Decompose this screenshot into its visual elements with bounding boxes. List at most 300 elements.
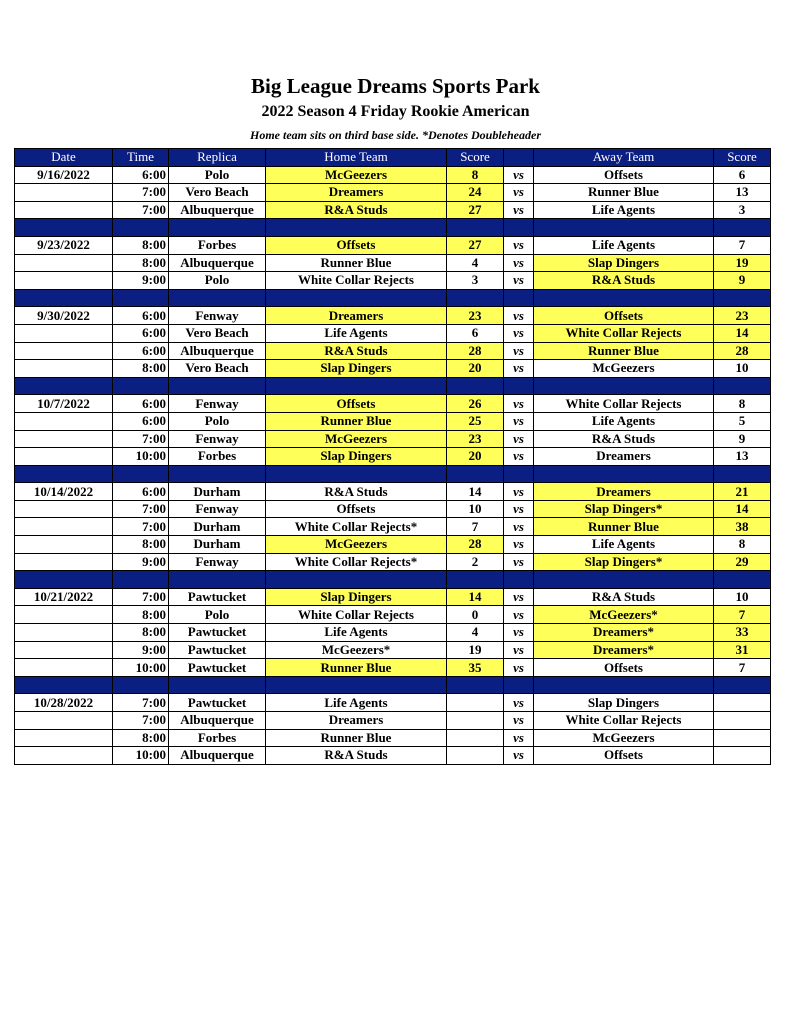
game-row <box>15 712 771 730</box>
game-row <box>15 166 771 184</box>
cell-replica: Pawtucket <box>169 641 266 659</box>
cell-replica: Albuquerque <box>169 747 266 765</box>
cell-time: 9:00 <box>113 272 169 290</box>
cell-home-score: 14 <box>447 588 504 606</box>
cell-time: 6:00 <box>113 166 169 184</box>
cell-home-score: 25 <box>447 412 504 430</box>
separator-cell <box>15 465 113 483</box>
separator-cell <box>15 219 113 237</box>
separator-cell <box>266 676 447 694</box>
schedule-body <box>15 166 771 764</box>
cell-date: 9/23/2022 <box>15 236 113 254</box>
cell-away-score: 33 <box>714 624 771 642</box>
cell-replica: Albuquerque <box>169 342 266 360</box>
cell-home-team: White Collar Rejects* <box>266 518 447 536</box>
cell-home-score <box>447 729 504 747</box>
cell-date <box>15 747 113 765</box>
cell-time: 9:00 <box>113 553 169 571</box>
separator-cell <box>504 676 534 694</box>
cell-date: 9/30/2022 <box>15 307 113 325</box>
cell-date: 9/16/2022 <box>15 166 113 184</box>
separator-cell <box>714 465 771 483</box>
separator-cell <box>15 377 113 395</box>
cell-away-score <box>714 712 771 730</box>
cell-home-score: 14 <box>447 483 504 501</box>
cell-away-team: McGeezers <box>534 729 714 747</box>
separator-cell <box>15 571 113 589</box>
cell-home-team: Offsets <box>266 395 447 413</box>
separator-cell <box>266 465 447 483</box>
cell-replica: Albuquerque <box>169 201 266 219</box>
cell-home-team: McGeezers <box>266 166 447 184</box>
cell-time: 7:00 <box>113 430 169 448</box>
cell-away-score: 10 <box>714 588 771 606</box>
separator-cell <box>169 571 266 589</box>
cell-home-team: Runner Blue <box>266 729 447 747</box>
separator-cell <box>714 377 771 395</box>
cell-home-score: 4 <box>447 624 504 642</box>
cell-vs: vs <box>504 412 534 430</box>
game-row <box>15 395 771 413</box>
cell-away-score: 9 <box>714 430 771 448</box>
cell-away-score <box>714 729 771 747</box>
cell-replica: Fenway <box>169 500 266 518</box>
game-row <box>15 624 771 642</box>
cell-home-team: Dreamers <box>266 184 447 202</box>
separator-cell <box>447 465 504 483</box>
cell-replica: Durham <box>169 483 266 501</box>
cell-vs: vs <box>504 342 534 360</box>
cell-date: 10/28/2022 <box>15 694 113 712</box>
cell-replica: Polo <box>169 272 266 290</box>
cell-time: 6:00 <box>113 483 169 501</box>
cell-home-team: Runner Blue <box>266 659 447 677</box>
separator-cell <box>266 571 447 589</box>
schedule-table <box>14 148 771 765</box>
game-row <box>15 201 771 219</box>
cell-home-team: McGeezers* <box>266 641 447 659</box>
cell-away-score: 13 <box>714 184 771 202</box>
cell-home-team: R&A Studs <box>266 342 447 360</box>
cell-replica: Fenway <box>169 430 266 448</box>
cell-away-score: 6 <box>714 166 771 184</box>
cell-away-team: McGeezers* <box>534 606 714 624</box>
cell-vs: vs <box>504 712 534 730</box>
cell-away-team: White Collar Rejects <box>534 712 714 730</box>
cell-replica: Forbes <box>169 448 266 466</box>
page-title: Big League Dreams Sports Park <box>251 74 540 98</box>
cell-vs: vs <box>504 536 534 554</box>
separator-cell <box>504 465 534 483</box>
cell-time: 8:00 <box>113 360 169 378</box>
cell-away-score: 3 <box>714 201 771 219</box>
cell-home-score: 7 <box>447 518 504 536</box>
cell-away-score: 5 <box>714 412 771 430</box>
col-header-date: Date <box>15 149 113 167</box>
cell-home-score: 27 <box>447 201 504 219</box>
game-row <box>15 536 771 554</box>
game-row <box>15 342 771 360</box>
cell-home-score: 0 <box>447 606 504 624</box>
cell-home-score: 3 <box>447 272 504 290</box>
separator-cell <box>714 219 771 237</box>
col-header-time: Time <box>113 149 169 167</box>
week-separator <box>15 219 771 237</box>
cell-replica: Albuquerque <box>169 254 266 272</box>
cell-home-team: Dreamers <box>266 712 447 730</box>
cell-home-score: 20 <box>447 448 504 466</box>
game-row <box>15 553 771 571</box>
cell-away-score: 7 <box>714 606 771 624</box>
cell-vs: vs <box>504 324 534 342</box>
separator-cell <box>169 465 266 483</box>
cell-home-score <box>447 712 504 730</box>
cell-home-team: White Collar Rejects* <box>266 553 447 571</box>
cell-date <box>15 712 113 730</box>
cell-home-team: White Collar Rejects <box>266 272 447 290</box>
cell-away-team: Runner Blue <box>534 342 714 360</box>
cell-home-team: Life Agents <box>266 324 447 342</box>
cell-away-team: Offsets <box>534 307 714 325</box>
cell-replica: Albuquerque <box>169 712 266 730</box>
cell-home-team: Dreamers <box>266 307 447 325</box>
col-header-home-team: Home Team <box>266 149 447 167</box>
cell-away-score: 31 <box>714 641 771 659</box>
cell-vs: vs <box>504 588 534 606</box>
cell-replica: Vero Beach <box>169 184 266 202</box>
cell-home-team: R&A Studs <box>266 201 447 219</box>
cell-date <box>15 272 113 290</box>
cell-home-score: 4 <box>447 254 504 272</box>
separator-cell <box>504 219 534 237</box>
game-row <box>15 254 771 272</box>
cell-vs: vs <box>504 360 534 378</box>
separator-cell <box>169 289 266 307</box>
cell-away-score: 28 <box>714 342 771 360</box>
cell-home-team: Offsets <box>266 500 447 518</box>
page-subtitle: 2022 Season 4 Friday Rookie American <box>261 103 530 120</box>
cell-time: 7:00 <box>113 184 169 202</box>
cell-away-team: Life Agents <box>534 201 714 219</box>
cell-away-score: 7 <box>714 659 771 677</box>
cell-vs: vs <box>504 659 534 677</box>
cell-away-team: R&A Studs <box>534 272 714 290</box>
separator-cell <box>504 289 534 307</box>
cell-time: 10:00 <box>113 659 169 677</box>
cell-home-score: 24 <box>447 184 504 202</box>
cell-away-score: 19 <box>714 254 771 272</box>
week-separator <box>15 571 771 589</box>
cell-home-team: Slap Dingers <box>266 360 447 378</box>
cell-time: 10:00 <box>113 747 169 765</box>
cell-vs: vs <box>504 395 534 413</box>
cell-vs: vs <box>504 166 534 184</box>
cell-home-team: Runner Blue <box>266 254 447 272</box>
cell-away-team: Slap Dingers* <box>534 500 714 518</box>
cell-replica: Fenway <box>169 395 266 413</box>
separator-cell <box>113 219 169 237</box>
cell-date <box>15 342 113 360</box>
cell-home-score: 2 <box>447 553 504 571</box>
game-row <box>15 588 771 606</box>
cell-replica: Forbes <box>169 729 266 747</box>
cell-vs: vs <box>504 500 534 518</box>
cell-vs: vs <box>504 307 534 325</box>
cell-away-team: Runner Blue <box>534 184 714 202</box>
cell-away-team: Offsets <box>534 659 714 677</box>
separator-cell <box>504 571 534 589</box>
cell-home-score: 35 <box>447 659 504 677</box>
cell-away-team: Dreamers* <box>534 624 714 642</box>
cell-home-team: White Collar Rejects <box>266 606 447 624</box>
game-row <box>15 448 771 466</box>
cell-time: 7:00 <box>113 201 169 219</box>
separator-cell <box>447 219 504 237</box>
cell-date <box>15 729 113 747</box>
cell-home-score: 8 <box>447 166 504 184</box>
game-row <box>15 641 771 659</box>
game-row <box>15 307 771 325</box>
cell-replica: Polo <box>169 412 266 430</box>
separator-cell <box>714 289 771 307</box>
cell-time: 6:00 <box>113 412 169 430</box>
cell-replica: Vero Beach <box>169 360 266 378</box>
cell-home-score: 19 <box>447 641 504 659</box>
cell-time: 7:00 <box>113 588 169 606</box>
cell-away-score <box>714 694 771 712</box>
game-row <box>15 324 771 342</box>
cell-date <box>15 606 113 624</box>
cell-away-score: 9 <box>714 272 771 290</box>
separator-cell <box>113 465 169 483</box>
cell-home-score: 27 <box>447 236 504 254</box>
cell-home-score <box>447 694 504 712</box>
cell-away-team: White Collar Rejects <box>534 324 714 342</box>
cell-away-score: 10 <box>714 360 771 378</box>
col-header-vs <box>504 149 534 167</box>
cell-date <box>15 412 113 430</box>
cell-away-score: 23 <box>714 307 771 325</box>
cell-time: 8:00 <box>113 536 169 554</box>
cell-home-team: R&A Studs <box>266 747 447 765</box>
separator-cell <box>113 289 169 307</box>
cell-away-team: White Collar Rejects <box>534 395 714 413</box>
cell-time: 6:00 <box>113 307 169 325</box>
cell-away-score: 7 <box>714 236 771 254</box>
game-row <box>15 606 771 624</box>
cell-away-team: Slap Dingers* <box>534 553 714 571</box>
game-row <box>15 412 771 430</box>
cell-away-score: 13 <box>714 448 771 466</box>
separator-cell <box>169 219 266 237</box>
col-header-away-team: Away Team <box>534 149 714 167</box>
separator-cell <box>266 289 447 307</box>
cell-away-team: Slap Dingers <box>534 694 714 712</box>
separator-cell <box>266 377 447 395</box>
cell-away-team: Life Agents <box>534 536 714 554</box>
separator-cell <box>447 571 504 589</box>
cell-date <box>15 184 113 202</box>
cell-date <box>15 324 113 342</box>
cell-time: 7:00 <box>113 694 169 712</box>
cell-away-team: Life Agents <box>534 412 714 430</box>
cell-date <box>15 518 113 536</box>
col-header-away-score: Score <box>714 149 771 167</box>
cell-date: 10/14/2022 <box>15 483 113 501</box>
cell-away-score: 29 <box>714 553 771 571</box>
cell-time: 8:00 <box>113 236 169 254</box>
cell-away-team: Dreamers <box>534 483 714 501</box>
cell-home-team: Offsets <box>266 236 447 254</box>
cell-replica: Polo <box>169 606 266 624</box>
cell-vs: vs <box>504 518 534 536</box>
cell-home-score: 28 <box>447 342 504 360</box>
cell-replica: Vero Beach <box>169 324 266 342</box>
separator-cell <box>534 465 714 483</box>
cell-away-team: Dreamers <box>534 448 714 466</box>
cell-replica: Pawtucket <box>169 624 266 642</box>
cell-home-score: 28 <box>447 536 504 554</box>
cell-date <box>15 201 113 219</box>
cell-vs: vs <box>504 483 534 501</box>
separator-cell <box>447 289 504 307</box>
cell-vs: vs <box>504 694 534 712</box>
col-header-replica: Replica <box>169 149 266 167</box>
cell-vs: vs <box>504 430 534 448</box>
cell-vs: vs <box>504 747 534 765</box>
cell-date <box>15 430 113 448</box>
separator-cell <box>534 219 714 237</box>
cell-replica: Polo <box>169 166 266 184</box>
cell-home-score: 10 <box>447 500 504 518</box>
cell-time: 6:00 <box>113 324 169 342</box>
cell-replica: Fenway <box>169 307 266 325</box>
cell-home-score: 23 <box>447 430 504 448</box>
cell-home-score <box>447 747 504 765</box>
game-row <box>15 483 771 501</box>
cell-time: 8:00 <box>113 729 169 747</box>
cell-replica: Fenway <box>169 553 266 571</box>
cell-replica: Pawtucket <box>169 659 266 677</box>
cell-vs: vs <box>504 254 534 272</box>
cell-away-team: Offsets <box>534 747 714 765</box>
cell-date <box>15 448 113 466</box>
separator-cell <box>534 571 714 589</box>
cell-away-score: 38 <box>714 518 771 536</box>
cell-time: 6:00 <box>113 395 169 413</box>
cell-away-score: 8 <box>714 395 771 413</box>
separator-cell <box>534 377 714 395</box>
cell-time: 7:00 <box>113 500 169 518</box>
cell-date: 10/7/2022 <box>15 395 113 413</box>
cell-date <box>15 254 113 272</box>
cell-date <box>15 536 113 554</box>
cell-away-score: 21 <box>714 483 771 501</box>
game-row <box>15 518 771 536</box>
game-row <box>15 360 771 378</box>
cell-date <box>15 624 113 642</box>
cell-away-team: Offsets <box>534 166 714 184</box>
cell-replica: Forbes <box>169 236 266 254</box>
cell-vs: vs <box>504 448 534 466</box>
week-separator <box>15 676 771 694</box>
cell-away-team: Life Agents <box>534 236 714 254</box>
game-row <box>15 184 771 202</box>
cell-home-team: Runner Blue <box>266 412 447 430</box>
cell-home-team: Life Agents <box>266 694 447 712</box>
game-row <box>15 430 771 448</box>
separator-cell <box>113 676 169 694</box>
cell-away-score: 14 <box>714 324 771 342</box>
week-separator <box>15 289 771 307</box>
game-row <box>15 659 771 677</box>
cell-vs: vs <box>504 201 534 219</box>
cell-vs: vs <box>504 624 534 642</box>
separator-cell <box>169 377 266 395</box>
cell-away-team: R&A Studs <box>534 588 714 606</box>
cell-date <box>15 553 113 571</box>
cell-vs: vs <box>504 184 534 202</box>
cell-home-team: McGeezers <box>266 536 447 554</box>
cell-away-team: McGeezers <box>534 360 714 378</box>
cell-date <box>15 500 113 518</box>
cell-time: 7:00 <box>113 518 169 536</box>
cell-time: 6:00 <box>113 342 169 360</box>
page-note: Home team sits on third base side. *Denotes Doubleheader <box>250 128 541 142</box>
separator-cell <box>169 676 266 694</box>
cell-date <box>15 641 113 659</box>
cell-time: 10:00 <box>113 448 169 466</box>
game-row <box>15 272 771 290</box>
cell-away-score: 8 <box>714 536 771 554</box>
separator-cell <box>447 377 504 395</box>
cell-home-team: Slap Dingers <box>266 448 447 466</box>
cell-vs: vs <box>504 729 534 747</box>
cell-replica: Pawtucket <box>169 588 266 606</box>
separator-cell <box>714 676 771 694</box>
cell-time: 8:00 <box>113 624 169 642</box>
cell-away-team: Slap Dingers <box>534 254 714 272</box>
cell-date <box>15 360 113 378</box>
separator-cell <box>534 676 714 694</box>
separator-cell <box>714 571 771 589</box>
separator-cell <box>504 377 534 395</box>
week-separator <box>15 465 771 483</box>
separator-cell <box>15 676 113 694</box>
cell-home-team: McGeezers <box>266 430 447 448</box>
cell-home-team: Life Agents <box>266 624 447 642</box>
cell-date: 10/21/2022 <box>15 588 113 606</box>
cell-vs: vs <box>504 641 534 659</box>
cell-home-score: 23 <box>447 307 504 325</box>
cell-home-score: 6 <box>447 324 504 342</box>
cell-replica: Durham <box>169 536 266 554</box>
cell-away-score: 14 <box>714 500 771 518</box>
game-row <box>15 694 771 712</box>
game-row <box>15 500 771 518</box>
game-row <box>15 729 771 747</box>
cell-away-team: R&A Studs <box>534 430 714 448</box>
cell-vs: vs <box>504 236 534 254</box>
cell-away-team: Dreamers* <box>534 641 714 659</box>
cell-time: 8:00 <box>113 254 169 272</box>
separator-cell <box>15 289 113 307</box>
separator-cell <box>266 219 447 237</box>
header-row <box>15 149 771 167</box>
cell-home-team: R&A Studs <box>266 483 447 501</box>
cell-vs: vs <box>504 553 534 571</box>
separator-cell <box>113 571 169 589</box>
